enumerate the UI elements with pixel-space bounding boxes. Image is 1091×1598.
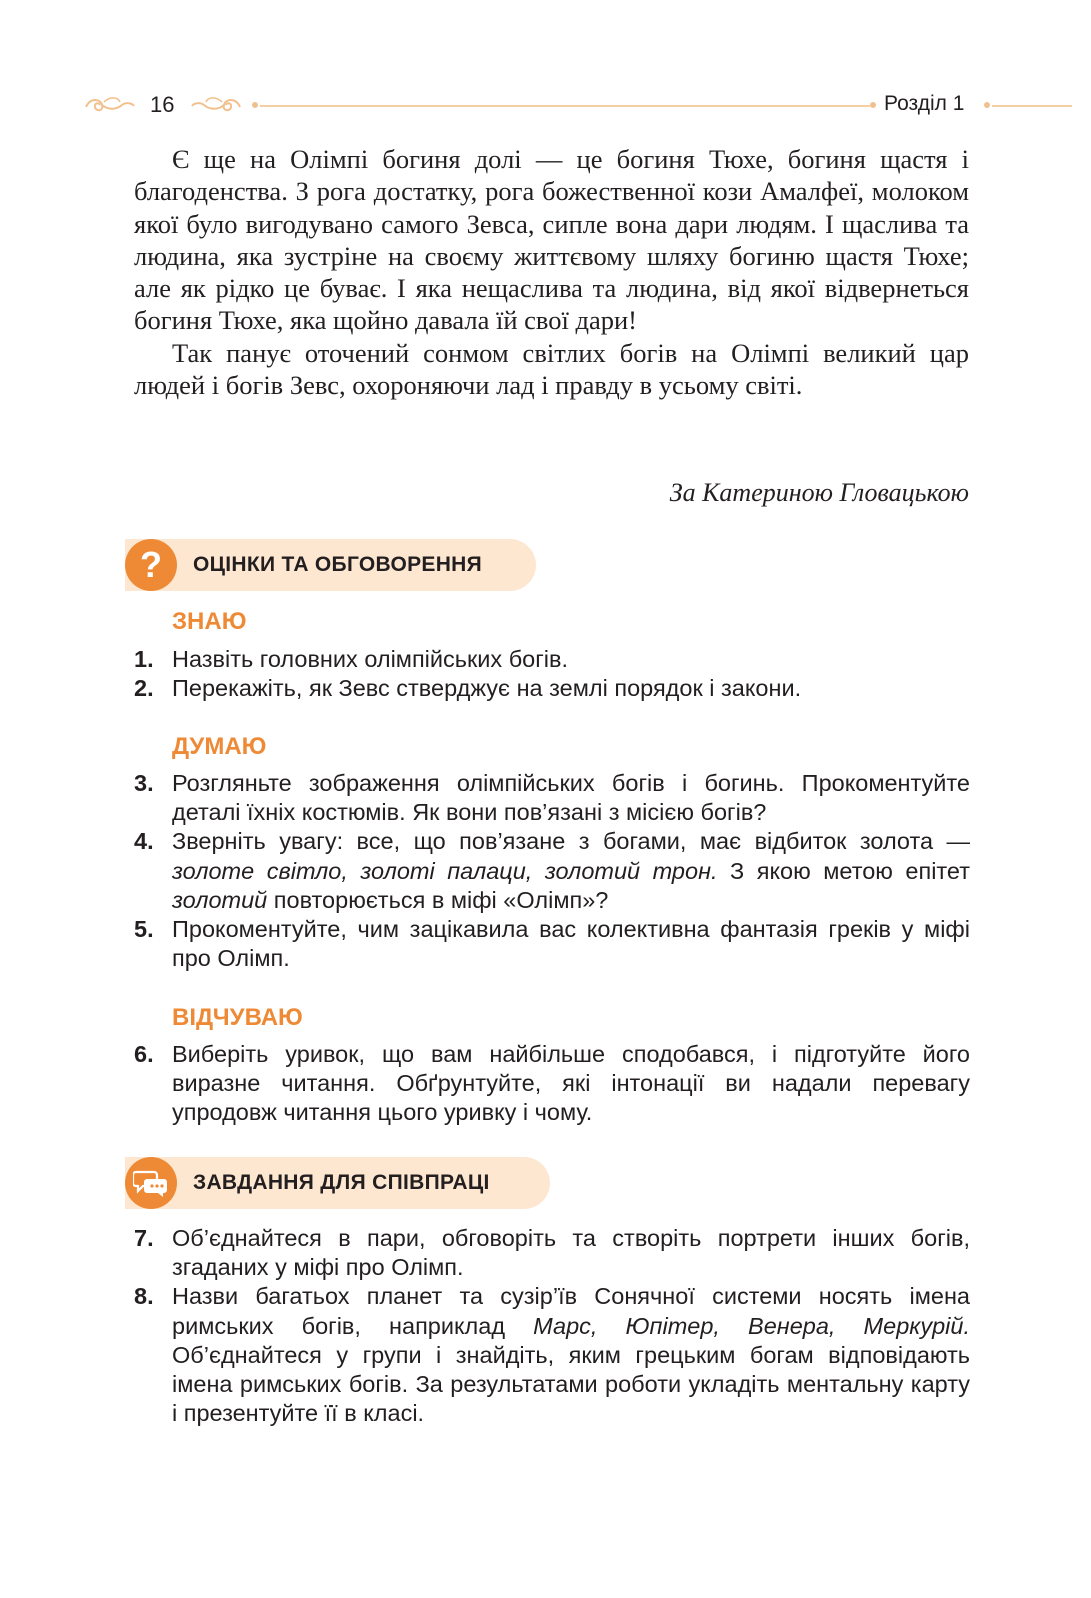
header-dot bbox=[252, 102, 258, 108]
question-text: повторюється в міфі «Олімп»? bbox=[267, 886, 609, 913]
list-item bbox=[134, 915, 970, 973]
list-item bbox=[134, 674, 970, 703]
italic-planets: Марс, Юпітер, Венера, Меркурій. bbox=[533, 1312, 971, 1339]
think-heading: ДУМАЮ bbox=[172, 733, 267, 760]
question-number: 4. bbox=[134, 828, 154, 855]
page-header bbox=[84, 88, 1091, 124]
question-number: 6. bbox=[134, 1041, 154, 1067]
think-list bbox=[134, 769, 970, 973]
discussion-banner bbox=[125, 539, 536, 591]
list-item bbox=[134, 769, 970, 827]
header-dot bbox=[870, 102, 876, 108]
question-text: Прокоментуйте, чим зацікавила вас колективна фантазія греків у міфі про Олімп. bbox=[172, 916, 970, 972]
know-heading: ЗНАЮ bbox=[172, 608, 247, 635]
question-text: Об’єднайтеся у групи і знайдіть, яким грецьким богам відповідають імена римських богів. За результатами роботи укладіть ментальну карту і презентуйте її в класі. bbox=[172, 1341, 970, 1427]
question-text: Виберіть уривок, що вам найбільше сподобався, і підготуйте його виразне читання. Обґрунтуйте, які інтонації ви надали перевагу упродовж читання цього уривку і чому. bbox=[172, 1041, 970, 1126]
chat-bubbles-svg bbox=[133, 1168, 169, 1198]
story-text bbox=[134, 143, 969, 401]
question-number: 3. bbox=[134, 770, 154, 796]
page-number: 16 bbox=[150, 92, 175, 117]
feel-heading: ВІДЧУВАЮ bbox=[172, 1004, 303, 1031]
question-text: Перекажіть, як Зевс стверджує на землі порядок і закони. bbox=[172, 675, 802, 702]
list-item bbox=[134, 1224, 970, 1282]
section-label: Розділ 1 bbox=[884, 92, 965, 115]
question-number: 5. bbox=[134, 916, 154, 943]
question-number: 7. bbox=[134, 1225, 154, 1251]
question-icon: ? bbox=[125, 539, 177, 591]
right-ornament-icon bbox=[190, 94, 242, 116]
know-list bbox=[134, 645, 970, 703]
left-ornament-icon bbox=[84, 94, 136, 116]
cooperation-title: ЗАВДАННЯ ДЛЯ СПІВПРАЦІ bbox=[193, 1171, 490, 1194]
question-number: 1. bbox=[134, 646, 154, 672]
question-text: Зверніть увагу: все, що пов’язане з богами, має відбиток золота — bbox=[172, 828, 970, 855]
question-text: Об’єднайтеся в пари, обговоріть та створіть портрети інших богів, згаданих у міфі про Олімп. bbox=[172, 1225, 970, 1281]
italic-epithet: золотий bbox=[172, 886, 268, 913]
italic-examples: золоте світло, золоті палаци, золотий трон. bbox=[172, 857, 718, 884]
question-text: Розгляньте зображення олімпійських богів і богинь. Прокоментуйте деталі їхніх костюмів. Як вони пов’язані з місією богів? bbox=[172, 770, 970, 826]
story-paragraph: Так панує оточений сонмом світлих богів на Олімпі великий цар людей і богів Зевс, охороняючи лад і правду в усьому світі. bbox=[134, 337, 969, 401]
header-rule bbox=[260, 105, 870, 107]
list-item bbox=[134, 827, 970, 915]
discussion-title: ОЦІНКИ ТА ОБГОВОРЕННЯ bbox=[193, 553, 483, 576]
cooperation-banner bbox=[125, 1157, 550, 1209]
question-text: Назвіть головних олімпійських богів. bbox=[172, 646, 569, 672]
list-item bbox=[134, 645, 970, 674]
header-rule-right bbox=[992, 105, 1072, 107]
cooperation-list bbox=[134, 1224, 970, 1428]
list-item bbox=[134, 1040, 970, 1128]
feel-list bbox=[134, 1040, 970, 1128]
story-paragraph: Є ще на Олімпі богиня долі — це богиня Тюхе, богиня щастя і благоденства. З рога достатку, рога божественної кози Амалфеї, молоком якої було вигодувано самого Зевса, сипле вона дари людям. І щаслива та людина, яка зустріне на своєму життєвому шляху богиню щастя Тюхе; але як рідко це буває. І яка нещаслива та людина, від якої відвернеться богиня Тюхе, яка щойно давала їй свої дари! bbox=[134, 144, 969, 336]
header-dot bbox=[984, 102, 990, 108]
question-number: 2. bbox=[134, 675, 154, 702]
question-text: З якою метою епітет bbox=[717, 857, 970, 884]
list-item bbox=[134, 1282, 970, 1428]
chat-bubbles-icon bbox=[125, 1157, 177, 1209]
author-attribution: За Катериною Гловацькою bbox=[669, 478, 969, 507]
question-number: 8. bbox=[134, 1283, 154, 1310]
question-text: Назви багатьох планет та сузір’їв Сонячної системи носять імена римських богів, наприклад bbox=[172, 1283, 970, 1339]
